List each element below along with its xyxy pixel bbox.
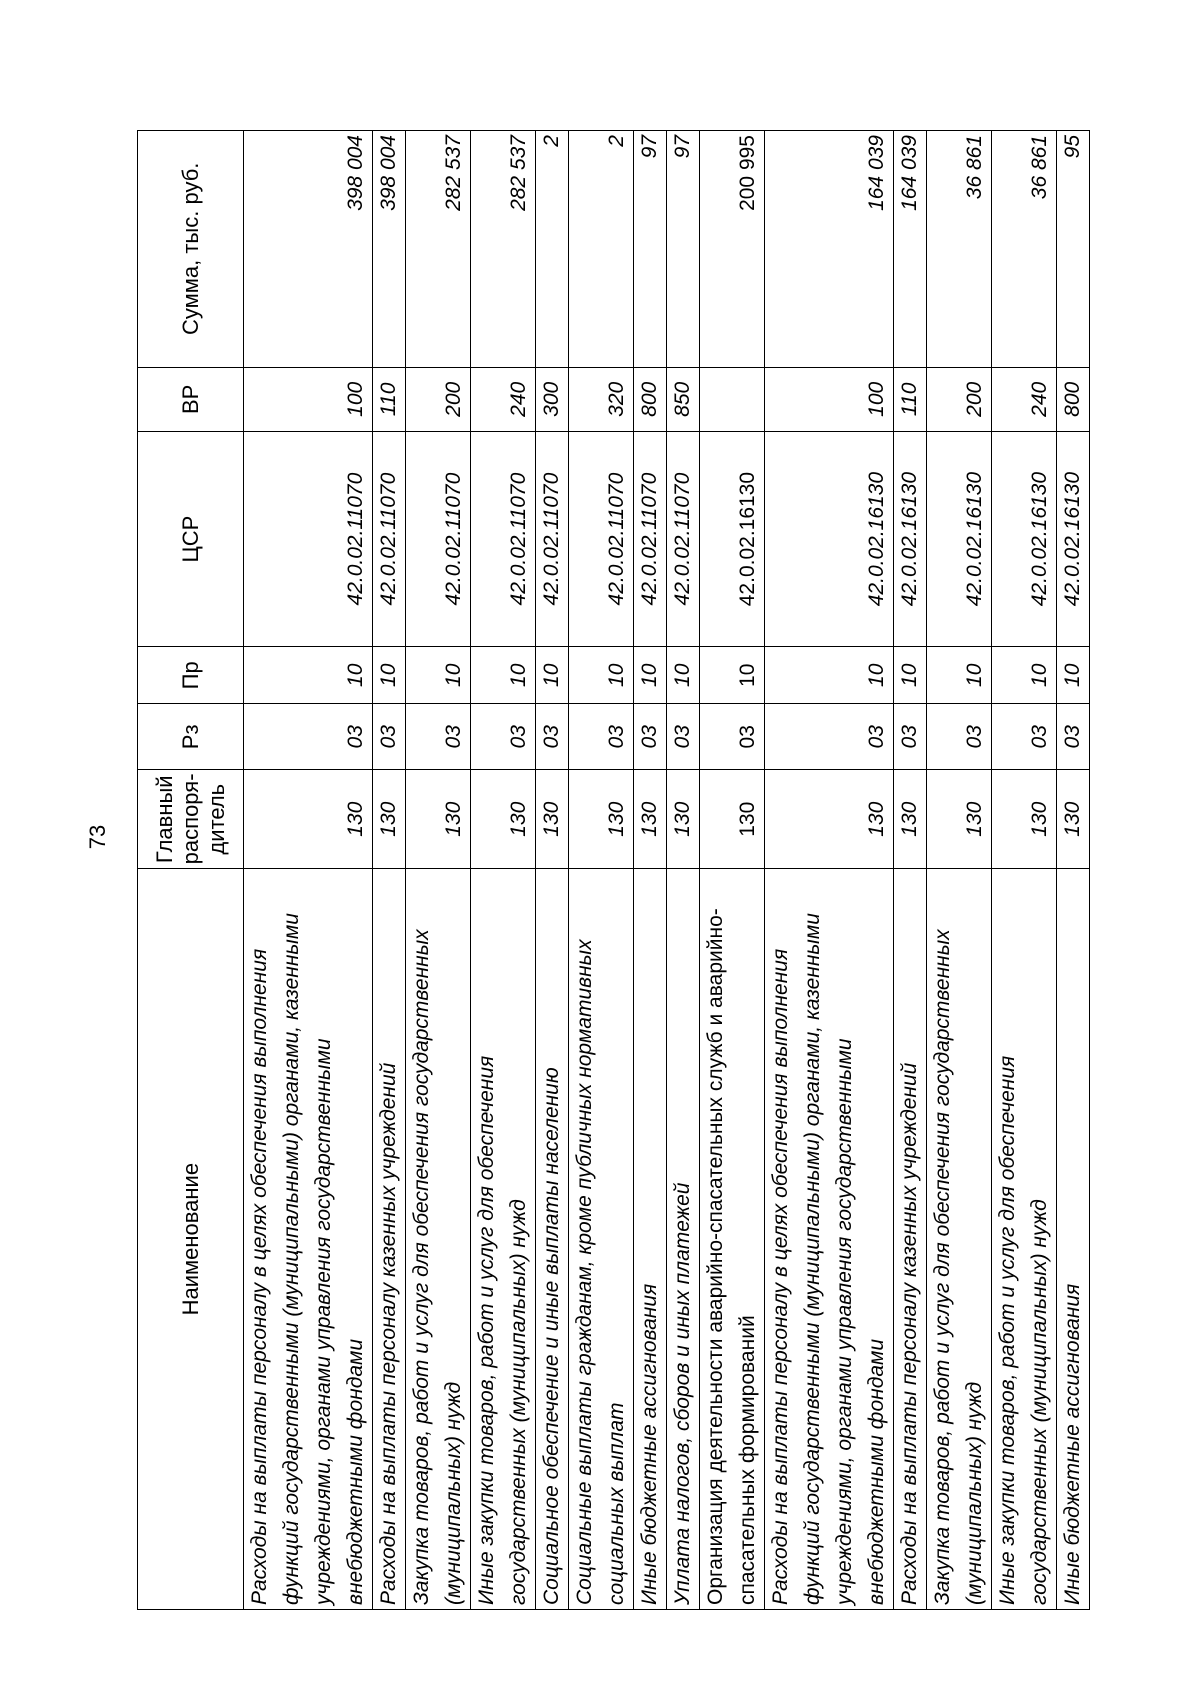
row-section: 03 xyxy=(634,704,667,770)
page-number: 73 xyxy=(85,824,110,850)
row-expense-type: 200 xyxy=(927,367,992,432)
row-main-manager: 130 xyxy=(471,770,536,869)
row-main-manager: 130 xyxy=(536,770,569,869)
row-subsection: 10 xyxy=(667,647,700,704)
row-target-article: 42.0.02.11070 xyxy=(667,432,700,647)
row-expense-type: 240 xyxy=(992,367,1057,432)
row-target-article: 42.0.02.11070 xyxy=(471,432,536,647)
row-expense-type: 320 xyxy=(569,367,634,432)
header-main-manager: Главный распоря-дитель xyxy=(138,770,244,869)
row-section: 03 xyxy=(667,704,700,770)
row-sum: 282 537 xyxy=(471,131,536,368)
row-main-manager: 130 xyxy=(667,770,700,869)
row-subsection: 10 xyxy=(569,647,634,704)
row-sum: 398 004 xyxy=(373,131,406,368)
table-row xyxy=(569,131,634,1610)
table-row xyxy=(765,131,894,1610)
header-subsection: Пр xyxy=(138,647,244,704)
row-name: Иные закупки товаров, работ и услуг для обеспечения государственных (муниципальных) нужд xyxy=(992,869,1057,1610)
table-row xyxy=(244,131,373,1610)
row-sum: 36 861 xyxy=(992,131,1057,368)
row-expense-type: 240 xyxy=(471,367,536,432)
row-name: Иные бюджетные ассигнования xyxy=(634,869,667,1610)
row-sum: 200 995 xyxy=(700,131,765,368)
header-name: Наименование xyxy=(138,869,244,1610)
row-main-manager: 130 xyxy=(634,770,667,869)
row-section: 03 xyxy=(536,704,569,770)
row-main-manager: 130 xyxy=(992,770,1057,869)
row-main-manager: 130 xyxy=(894,770,927,869)
row-target-article: 42.0.02.11070 xyxy=(536,432,569,647)
table-row xyxy=(634,131,667,1610)
row-main-manager: 130 xyxy=(244,770,373,869)
row-target-article: 42.0.02.16130 xyxy=(700,432,765,647)
row-sum: 282 537 xyxy=(406,131,471,368)
row-name: Иные закупки товаров, работ и услуг для обеспечения государственных (муниципальных) нужд xyxy=(471,869,536,1610)
table-row xyxy=(536,131,569,1610)
row-name: Расходы на выплаты персоналу казенных учреждений xyxy=(373,869,406,1610)
row-expense-type: 300 xyxy=(536,367,569,432)
row-expense-type: 110 xyxy=(373,367,406,432)
row-expense-type: 100 xyxy=(765,367,894,432)
row-section: 03 xyxy=(406,704,471,770)
row-section: 03 xyxy=(700,704,765,770)
row-name: Социальные выплаты гражданам, кроме публичных нормативных социальных выплат xyxy=(569,869,634,1610)
row-subsection: 10 xyxy=(373,647,406,704)
header-section: Рз xyxy=(138,704,244,770)
header-target-article: ЦСР xyxy=(138,432,244,647)
row-subsection: 10 xyxy=(406,647,471,704)
row-section: 03 xyxy=(765,704,894,770)
row-subsection: 10 xyxy=(927,647,992,704)
table-row xyxy=(1057,131,1090,1610)
row-sum: 97 xyxy=(667,131,700,368)
rotated-table-container xyxy=(137,130,1089,1610)
table-body xyxy=(244,131,1090,1610)
header-sum: Сумма, тыс. руб. xyxy=(138,131,244,368)
row-section: 03 xyxy=(894,704,927,770)
row-main-manager: 130 xyxy=(406,770,471,869)
row-name: Закупка товаров, работ и услуг для обеспечения государственных (муниципальных) нужд xyxy=(406,869,471,1610)
row-main-manager: 130 xyxy=(700,770,765,869)
row-expense-type: 800 xyxy=(634,367,667,432)
row-subsection: 10 xyxy=(536,647,569,704)
row-subsection: 10 xyxy=(471,647,536,704)
table-row xyxy=(373,131,406,1610)
row-sum: 164 039 xyxy=(765,131,894,368)
row-target-article: 42.0.02.11070 xyxy=(244,432,373,647)
table-row xyxy=(927,131,992,1610)
row-section: 03 xyxy=(373,704,406,770)
row-main-manager: 130 xyxy=(765,770,894,869)
row-subsection: 10 xyxy=(894,647,927,704)
row-main-manager: 130 xyxy=(1057,770,1090,869)
row-subsection: 10 xyxy=(244,647,373,704)
row-subsection: 10 xyxy=(634,647,667,704)
row-section: 03 xyxy=(471,704,536,770)
row-sum: 95 xyxy=(1057,131,1090,368)
row-section: 03 xyxy=(927,704,992,770)
row-expense-type: 110 xyxy=(894,367,927,432)
header-row xyxy=(138,131,244,1610)
row-main-manager: 130 xyxy=(569,770,634,869)
row-section: 03 xyxy=(1057,704,1090,770)
row-section: 03 xyxy=(569,704,634,770)
row-name: Уплата налогов, сборов и иных платежей xyxy=(667,869,700,1610)
table-row xyxy=(471,131,536,1610)
table-row xyxy=(406,131,471,1610)
row-target-article: 42.0.02.16130 xyxy=(765,432,894,647)
table-header xyxy=(138,131,244,1610)
row-expense-type: 800 xyxy=(1057,367,1090,432)
row-sum: 164 039 xyxy=(894,131,927,368)
budget-table xyxy=(137,130,1090,1610)
row-expense-type xyxy=(700,367,765,432)
row-name: Закупка товаров, работ и услуг для обеспечения государственных (муниципальных) нужд xyxy=(927,869,992,1610)
row-subsection: 10 xyxy=(992,647,1057,704)
row-expense-type: 850 xyxy=(667,367,700,432)
row-target-article: 42.0.02.16130 xyxy=(1057,432,1090,647)
row-section: 03 xyxy=(992,704,1057,770)
row-target-article: 42.0.02.16130 xyxy=(927,432,992,647)
row-subsection: 10 xyxy=(765,647,894,704)
row-sum: 97 xyxy=(634,131,667,368)
row-target-article: 42.0.02.11070 xyxy=(373,432,406,647)
row-section: 03 xyxy=(244,704,373,770)
row-name: Организация деятельности аварийно-спасательных служб и аварийно-спасательных формирований xyxy=(700,869,765,1610)
row-main-manager: 130 xyxy=(373,770,406,869)
row-sum: 36 861 xyxy=(927,131,992,368)
row-target-article: 42.0.02.16130 xyxy=(992,432,1057,647)
row-name: Социальное обеспечение и иные выплаты населению xyxy=(536,869,569,1610)
row-sum: 398 004 xyxy=(244,131,373,368)
table-row xyxy=(894,131,927,1610)
row-main-manager: 130 xyxy=(927,770,992,869)
row-sum: 2 xyxy=(569,131,634,368)
row-target-article: 42.0.02.16130 xyxy=(894,432,927,647)
row-expense-type: 100 xyxy=(244,367,373,432)
table-row xyxy=(992,131,1057,1610)
row-name: Расходы на выплаты персоналу в целях обеспечения выполнения функций государственными (муниципальными) органами, казенными учреждениями, органами управления государственными внебюджетными фондами xyxy=(765,869,894,1610)
row-name: Расходы на выплаты персоналу в целях обеспечения выполнения функций государственными (муниципальными) органами, казенными учреждениями, органами управления государственными внебюджетными фондами xyxy=(244,869,373,1610)
header-expense-type: ВР xyxy=(138,367,244,432)
row-name: Расходы на выплаты персоналу казенных учреждений xyxy=(894,869,927,1610)
row-target-article: 42.0.02.11070 xyxy=(634,432,667,647)
row-sum: 2 xyxy=(536,131,569,368)
row-expense-type: 200 xyxy=(406,367,471,432)
row-target-article: 42.0.02.11070 xyxy=(406,432,471,647)
table-row xyxy=(667,131,700,1610)
row-name: Иные бюджетные ассигнования xyxy=(1057,869,1090,1610)
row-target-article: 42.0.02.11070 xyxy=(569,432,634,647)
table-row xyxy=(700,131,765,1610)
row-subsection: 10 xyxy=(1057,647,1090,704)
row-subsection: 10 xyxy=(700,647,765,704)
